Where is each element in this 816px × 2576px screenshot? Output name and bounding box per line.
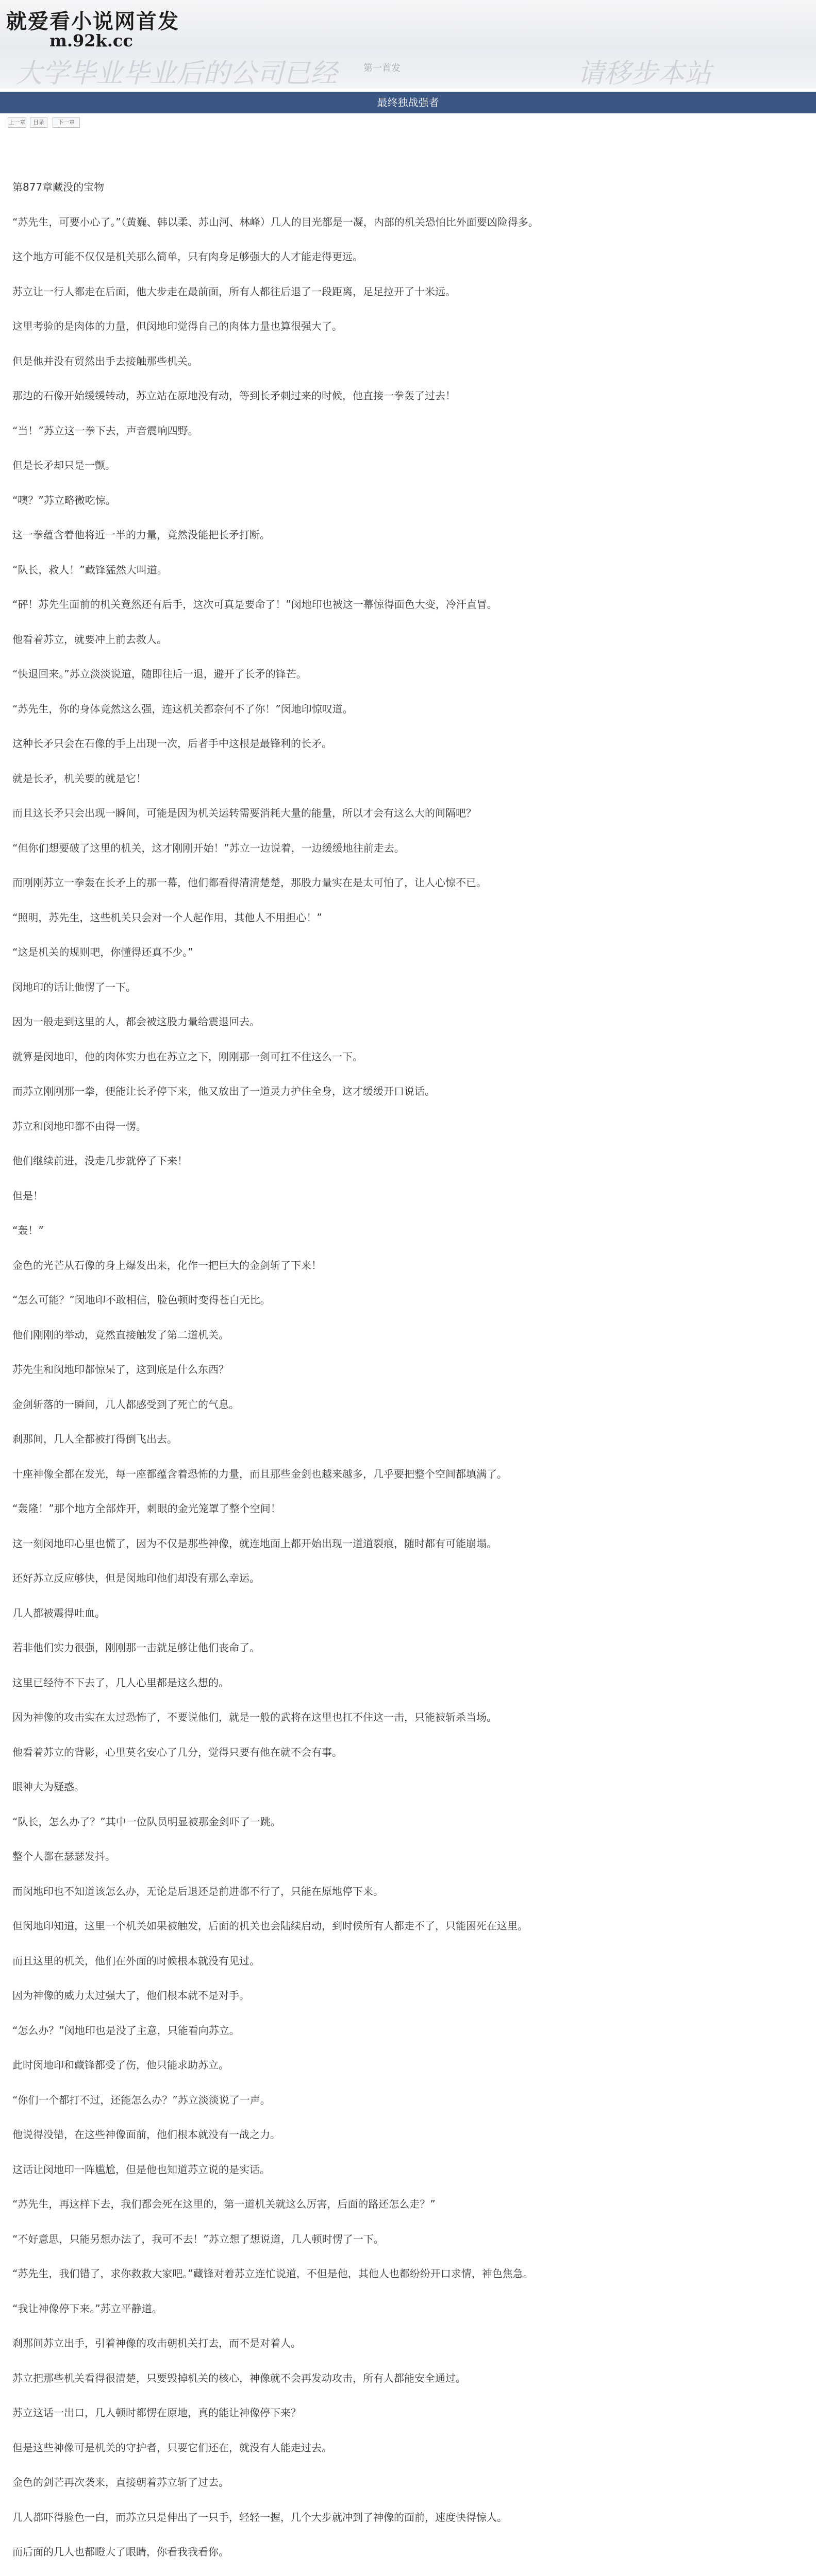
chapter-paragraph: “苏先生，再这样下去，我们都会死在这里的，第一道机关就这么厉害，后面的路还怎么走？” <box>12 2198 436 2210</box>
chapter-paragraph: 金剑斩落的一瞬间，几人都感受到了死亡的气息。 <box>12 1398 239 1411</box>
chapter-paragraph: 金色的光芒从石像的身上爆发出来，化作一把巨大的金剑斩了下来！ <box>12 1259 322 1272</box>
chapter-paragraph: “但你们想要破了这里的机关，这才刚刚开始！”苏立一边说着，一边缓缓地往前走去。 <box>12 841 405 854</box>
chapter-paragraph: 但是这些神像可是机关的守护者，只要它们还在，就没有人能走过去。 <box>12 2441 332 2454</box>
chapter-paragraph: 就算是闵地印，他的肉体实力也在苏立之下，刚刚那一剑可扛不住这么一下。 <box>12 1050 363 1063</box>
chapter-paragraph: “苏先生，我们错了，求你救救大家吧。”藏锋对着苏立连忙说道，不但是他，其他人也都纷纷开口求情，神色焦急。 <box>12 2267 534 2280</box>
chapter-paragraph: 苏立把那些机关看得很清楚，只要毁掉机关的核心，神像就不会再发动攻击，所有人都能安全通过。 <box>12 2371 466 2384</box>
banner-faint-text-right: 请移步本站 <box>577 58 712 89</box>
chapter-paragraph: “苏先生，你的身体竟然这么强，连这机关都奈何不了你！”闵地印惊叹道。 <box>12 702 353 715</box>
site-domain[interactable]: m.92k.cc <box>49 31 133 50</box>
chapter-paragraph: 几人都吓得脸色一白，而苏立只是伸出了一只手，轻轻一握，几个大步就冲到了神像的面前，速度快得惊人。 <box>12 2511 507 2523</box>
chapter-paragraph: 但闵地印知道，这里一个机关如果被触发，后面的机关也会陆续启动，到时候所有人都走不了，只能困死在这里。 <box>12 1920 528 1932</box>
chapter-paragraph: 他看着苏立的背影，心里莫名安心了几分，觉得只要有他在就不会有事。 <box>12 1745 342 1758</box>
page-title-bar <box>0 92 816 113</box>
chapter-paragraph: 他看着苏立，就要冲上前去救人。 <box>12 633 167 646</box>
chapter-paragraph: “苏先生，可要小心了。”（黄巍、韩以柔、苏山河、林峰）几人的目光都是一凝，内部的机关恐怕比外面要凶险得多。 <box>12 215 539 228</box>
chapter-paragraph: “当！”苏立这一拳下去，声音震响四野。 <box>12 424 198 437</box>
chapter-paragraph: 而且这长矛只会出现一瞬间，可能是因为机关运转需要消耗大量的能量，所以才会有这么大的间隔吧？ <box>12 807 476 819</box>
site-banner[interactable] <box>0 0 816 89</box>
chapter-paragraph: 因为一般走到这里的人，都会被这股力量给震退回去。 <box>12 1015 260 1028</box>
chapter-paragraph: 刹那间，几人全都被打得倒飞出去。 <box>12 1433 177 1445</box>
chapter-paragraph: 他们刚刚的举动，竟然直接触发了第二道机关。 <box>12 1328 229 1341</box>
chapter-paragraph: 眼神大为疑惑。 <box>12 1781 85 1793</box>
chapter-paragraph: “照明，苏先生，这些机关只会对一个人起作用，其他人不用担心！” <box>12 911 322 924</box>
chapter-paragraph: 整个人都在瑟瑟发抖。 <box>12 1850 115 1862</box>
chapter-paragraph: 他说得没错，在这些神像面前，他们根本就没有一战之力。 <box>12 2128 280 2141</box>
chapter-paragraph: 苏先生和闵地印都惊呆了，这到底是什么东西？ <box>12 1363 229 1376</box>
chapter-paragraph: 而且这里的机关，他们在外面的时候根本就没有见过。 <box>12 1954 260 1967</box>
chapter-paragraph: 还好苏立反应够快，但是闵地印他们却没有那么幸运。 <box>12 1572 260 1584</box>
chapter-paragraph: 几人都被震得吐血。 <box>12 1606 105 1619</box>
chapter-paragraph: 这里已经待不下去了，几人心里都是这么想的。 <box>12 1676 229 1689</box>
chapter-paragraph: “怎么可能？”闵地印不敢相信，脸色顿时变得苍白无比。 <box>12 1294 271 1306</box>
chapter-paragraph: 而后面的几人也都瞪大了眼睛，你看我我看你。 <box>12 2546 229 2558</box>
chapter-paragraph: 刹那间苏立出手，引着神像的攻击朝机关打去，而不是对着人。 <box>12 2337 301 2349</box>
chapter-paragraph: 此时闵地印和藏锋都受了伤，他只能求助苏立。 <box>12 2059 229 2071</box>
chapter-paragraph: 那边的石像开始缓缓转动，苏立站在原地没有动，等到长矛刺过来的时候，他直接一拳轰了过去！ <box>12 389 456 402</box>
chapter-paragraph: “噢？”苏立略微吃惊。 <box>12 494 116 506</box>
chapter-paragraph: “快退回来。”苏立淡淡说道，随即往后一退，避开了长矛的锋芒。 <box>12 668 307 680</box>
chapter-paragraph: “队长，怎么办了？”其中一位队员明显被那金剑吓了一跳。 <box>12 1815 281 1828</box>
chapter-paragraph: 闵地印的话让他愣了一下。 <box>12 980 136 993</box>
chapter-paragraph: 而苏立刚刚那一拳，便能让长矛停下来，他又放出了一道灵力护住全身，这才缓缓开口说话。 <box>12 1085 435 1097</box>
chapter-paragraph: “砰！苏先生面前的机关竟然还有后手，这次可真是要命了！”闵地印也被这一幕惊得面色大变，冷汗直冒。 <box>12 598 497 611</box>
chapter-heading: 第877章藏没的宝物 <box>12 181 105 193</box>
chapter-paragraph: 但是长矛却只是一颤。 <box>12 459 115 471</box>
chapter-paragraph: 这话让闵地印一阵尴尬，但是他也知道苏立说的是实话。 <box>12 2163 270 2176</box>
next-chapter-button[interactable]: 下一章 <box>53 117 80 128</box>
site-brand[interactable]: 就爱看小说网首发 <box>6 9 179 33</box>
chapter-paragraph: “怎么办？”闵地印也是没了主意，只能看向苏立。 <box>12 2024 240 2037</box>
chapter-paragraph: “这是机关的规则吧，你懂得还真不少。” <box>12 946 193 958</box>
chapter-body <box>12 178 804 2576</box>
chapter-paragraph: 他们继续前进，没走几步就停了下来！ <box>12 1155 188 1167</box>
banner-tag: 第一首发 <box>363 63 401 74</box>
chapter-paragraph: 而刚刚苏立一拳轰在长矛上的那一幕，他们都看得清清楚楚，那股力量实在是太可怕了，让人心惊不已。 <box>12 876 487 889</box>
chapter-paragraph: 这个地方可能不仅仅是机关那么简单，只有肉身足够强大的人才能走得更远。 <box>12 250 363 263</box>
chapter-paragraph: 这一拳蕴含着他将近一半的力量，竟然没能把长矛打断。 <box>12 529 270 541</box>
chapter-paragraph: 但是他并没有贸然出手去接触那些机关。 <box>12 354 198 367</box>
chapter-paragraph: 而闵地印也不知道该怎么办，无论是后退还是前进都不行了，只能在原地停下来。 <box>12 1885 384 1897</box>
banner-faint-text-left: 大学毕业毕业后的公司已经 <box>15 58 338 89</box>
chapter-paragraph: “队长，救人！”藏锋猛然大叫道。 <box>12 563 168 576</box>
chapter-paragraph: 但是！ <box>12 1189 43 1202</box>
chapter-paragraph: 这里考验的是肉体的力量，但闵地印觉得自己的肉体力量也算很强大了。 <box>12 320 342 332</box>
page-title: 最终独战强者 <box>377 96 439 109</box>
reader-toolbar <box>0 117 816 129</box>
chapter-paragraph: “轰！” <box>12 1224 44 1236</box>
table-of-contents-button[interactable]: 目录 <box>30 117 47 128</box>
chapter-paragraph: 这种长矛只会在石像的手上出现一次，后者手中这根是最锋利的长矛。 <box>12 737 332 750</box>
chapter-paragraph: 若非他们实力很强，刚刚那一击就足够让他们丧命了。 <box>12 1641 260 1654</box>
chapter-paragraph: 金色的剑芒再次袭来，直接朝着苏立斩了过去。 <box>12 2476 229 2488</box>
chapter-paragraph: “你们一个都打不过，还能怎么办？”苏立淡淡说了一声。 <box>12 2093 271 2106</box>
chapter-paragraph: 苏立和闵地印都不由得一愣。 <box>12 1120 146 1132</box>
chapter-paragraph: 这一刻闵地印心里也慌了，因为不仅是那些神像，就连地面上都开始出现一道道裂痕，随时都有可能崩塌。 <box>12 1537 497 1550</box>
chapter-paragraph: “我让神像停下来。”苏立平静道。 <box>12 2302 162 2315</box>
chapter-paragraph: 就是长矛，机关要的就是它！ <box>12 772 146 785</box>
chapter-paragraph: 因为神像的攻击实在太过恐怖了，不要说他们，就是一般的武将在这里也扛不住这一击，只能被斩杀当场。 <box>12 1711 497 1723</box>
chapter-paragraph: “轰隆！”那个地方全部炸开，刺眼的金光笼罩了整个空间！ <box>12 1502 281 1515</box>
chapter-paragraph: 苏立让一行人都走在后面，他大步走在最前面，所有人都往后退了一段距离，足足拉开了十米远。 <box>12 285 456 298</box>
prev-chapter-button[interactable]: 上一章 <box>8 117 26 128</box>
chapter-paragraph: “不好意思，只能另想办法了，我可不去！”苏立想了想说道，几人顿时愣了一下。 <box>12 2232 384 2245</box>
chapter-paragraph: 苏立这话一出口，几人顿时都愣在原地，真的能让神像停下来？ <box>12 2406 301 2419</box>
chapter-paragraph: 十座神像全都在发光，每一座都蕴含着恐怖的力量，而且那些金剑也越来越多，几乎要把整个空间都填满了。 <box>12 1467 507 1480</box>
chapter-paragraph: 因为神像的威力太过强大了，他们根本就不是对手。 <box>12 1989 249 2002</box>
